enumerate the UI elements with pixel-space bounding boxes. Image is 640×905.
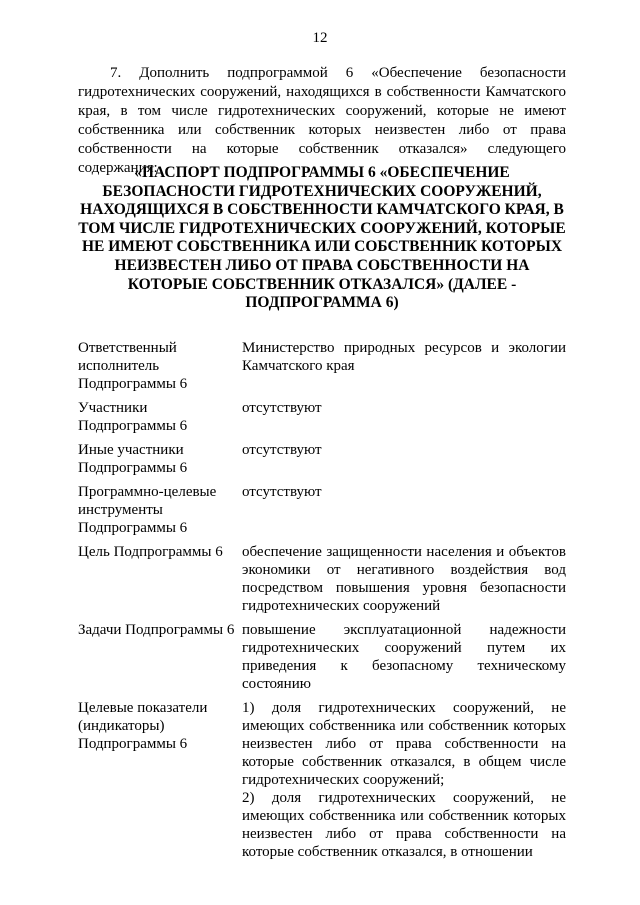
row-value: отсутствуют — [242, 400, 322, 416]
row-label: Иные участники Подпрограммы 6 — [78, 442, 188, 476]
indicator-item-2: 2) доля гидротехнических сооружений, не имеющих собственника или собственник которых неизвестен либо от права собственности на которые собственник отказался, в отношении — [242, 790, 566, 860]
row-label: Участники Подпрограммы 6 — [78, 400, 188, 434]
passport-title: «ПАСПОРТ ПОДПРОГРАММЫ 6 «ОБЕСПЕЧЕНИЕ БЕЗОПАСНОСТИ ГИДРОТЕХНИЧЕСКИХ СООРУЖЕНИЙ, НАХОДЯЩИХСЯ В СОБСТВЕННОСТИ КАМЧАТСКОГО КРАЯ, В ТОМ ЧИСЛЕ ГИДРОТЕХНИЧЕСКИХ СООРУЖЕНИЙ, КОТОРЫЕ НЕ ИМЕЮТ СОБСТВЕННИКА ИЛИ СОБСТВЕННИК КОТОРЫХ НЕИЗВЕСТЕН ЛИБО ОТ ПРАВА СОБСТВЕННОСТИ НА КОТОРЫЕ СОБСТВЕННИК ОТКАЗАЛСЯ» (ДАЛЕЕ - ПОДПРОГРАММА 6) — [78, 164, 566, 312]
row-label: Целевые показатели (индикаторы) Подпрограммы 6 — [78, 700, 208, 752]
row-value: Министерство природных ресурсов и экологии Камчатского края — [242, 340, 566, 374]
row-label: Задачи Подпрограммы 6 — [78, 622, 235, 638]
row-value: отсутствуют — [242, 442, 322, 458]
row-label: Ответственный исполнитель Подпрограммы 6 — [78, 340, 188, 392]
indicator-item-1: 1) доля гидротехнических сооружений, не имеющих собственника или собственник которых неизвестен либо от права собственности на которые собственник отказался, в общем числе гидротехнических сооружений; — [242, 700, 566, 788]
row-value: отсутствуют — [242, 484, 322, 500]
passport-row-goal — [78, 543, 566, 615]
passport-row-indicators — [78, 699, 566, 861]
passport-row-other-participants — [78, 441, 566, 477]
intro-paragraph: 7. Дополнить подпрограммой 6 «Обеспечение безопасности гидротехнических сооружений, находящихся в собственности Камчатского края, в том числе гидротехнических сооружений, которые не имеют собственника или собственник которых неизвестен либо от права собственности на которые собственник отказался» следующего содержания: — [78, 65, 566, 176]
row-value — [242, 699, 566, 861]
row-value: повышение эксплуатационной надежности гидротехнических сооружений путем их приведения к безопасному техническому состоянию — [242, 622, 566, 692]
row-label: Цель Подпрограммы 6 — [78, 544, 223, 560]
page-number: 12 — [312, 30, 328, 46]
row-value: обеспечение защищенности населения и объектов экономики от негативного воздействия вод посредством повышения уровня безопасности гидротехнических сооружений — [242, 544, 566, 614]
passport-row-tasks — [78, 621, 566, 693]
row-label: Программно-целевые инструменты Подпрограммы 6 — [78, 484, 217, 536]
passport-row-responsible — [78, 339, 566, 393]
passport-row-participants — [78, 399, 566, 435]
passport-row-instruments — [78, 483, 566, 537]
passport-table — [78, 339, 566, 867]
